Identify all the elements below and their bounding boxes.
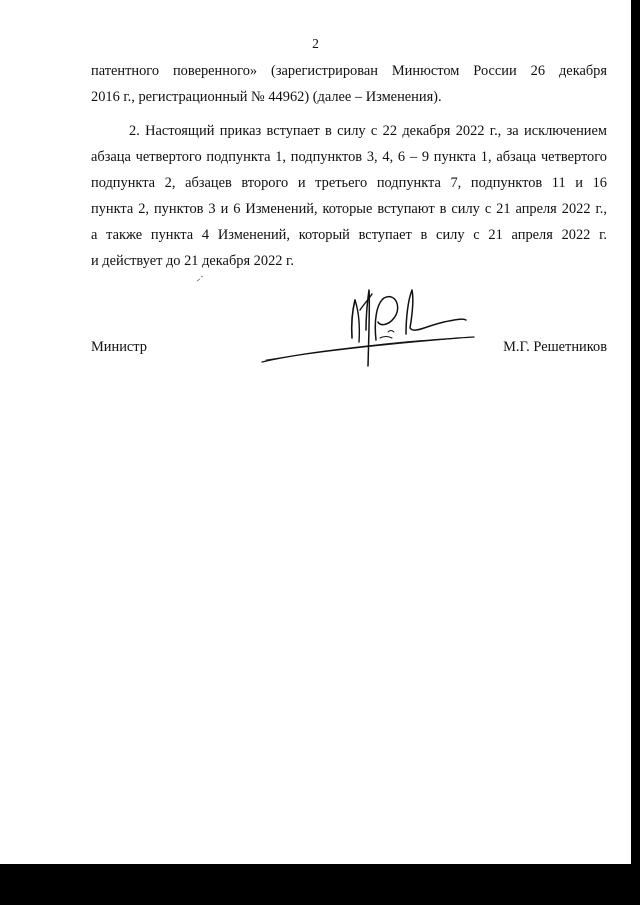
paragraph-2-line: подпункта 2, абзацев второго и третьего подпункта 7, подпунктов 11 и 16 bbox=[91, 175, 607, 191]
paragraph-2-line: абзаца четвертого подпункта 1, подпунктов 3, 4, 6 – 9 пункта 1, абзаца четвертого bbox=[91, 149, 607, 165]
paragraph-2-line: и действует до 21 декабря 2022 г. bbox=[91, 253, 294, 269]
page-number: 2 bbox=[312, 36, 319, 51]
document-body bbox=[91, 58, 607, 274]
signatory-name: М.Г. Решетников bbox=[503, 339, 607, 355]
paragraph-1-line: патентного поверенного» (зарегистрирован Минюстом России 26 декабря bbox=[91, 63, 607, 79]
handwritten-signature bbox=[256, 282, 482, 372]
paragraph-2-line: пункта 2, пунктов 3 и 6 Изменений, которые вступают в силу с 21 апреля 2022 г., bbox=[91, 201, 607, 217]
signatory-role: Министр bbox=[91, 339, 147, 355]
paragraph-2-line: 2. Настоящий приказ вступает в силу с 22 декабря 2022 г., за исключением bbox=[129, 123, 607, 139]
paragraph-2-line: а также пункта 4 Изменений, который вступает в силу с 21 апреля 2022 г. bbox=[91, 227, 607, 243]
scan-speck bbox=[195, 274, 205, 284]
paragraph-1-line: 2016 г., регистрационный № 44962) (далее – Изменения). bbox=[91, 89, 442, 105]
